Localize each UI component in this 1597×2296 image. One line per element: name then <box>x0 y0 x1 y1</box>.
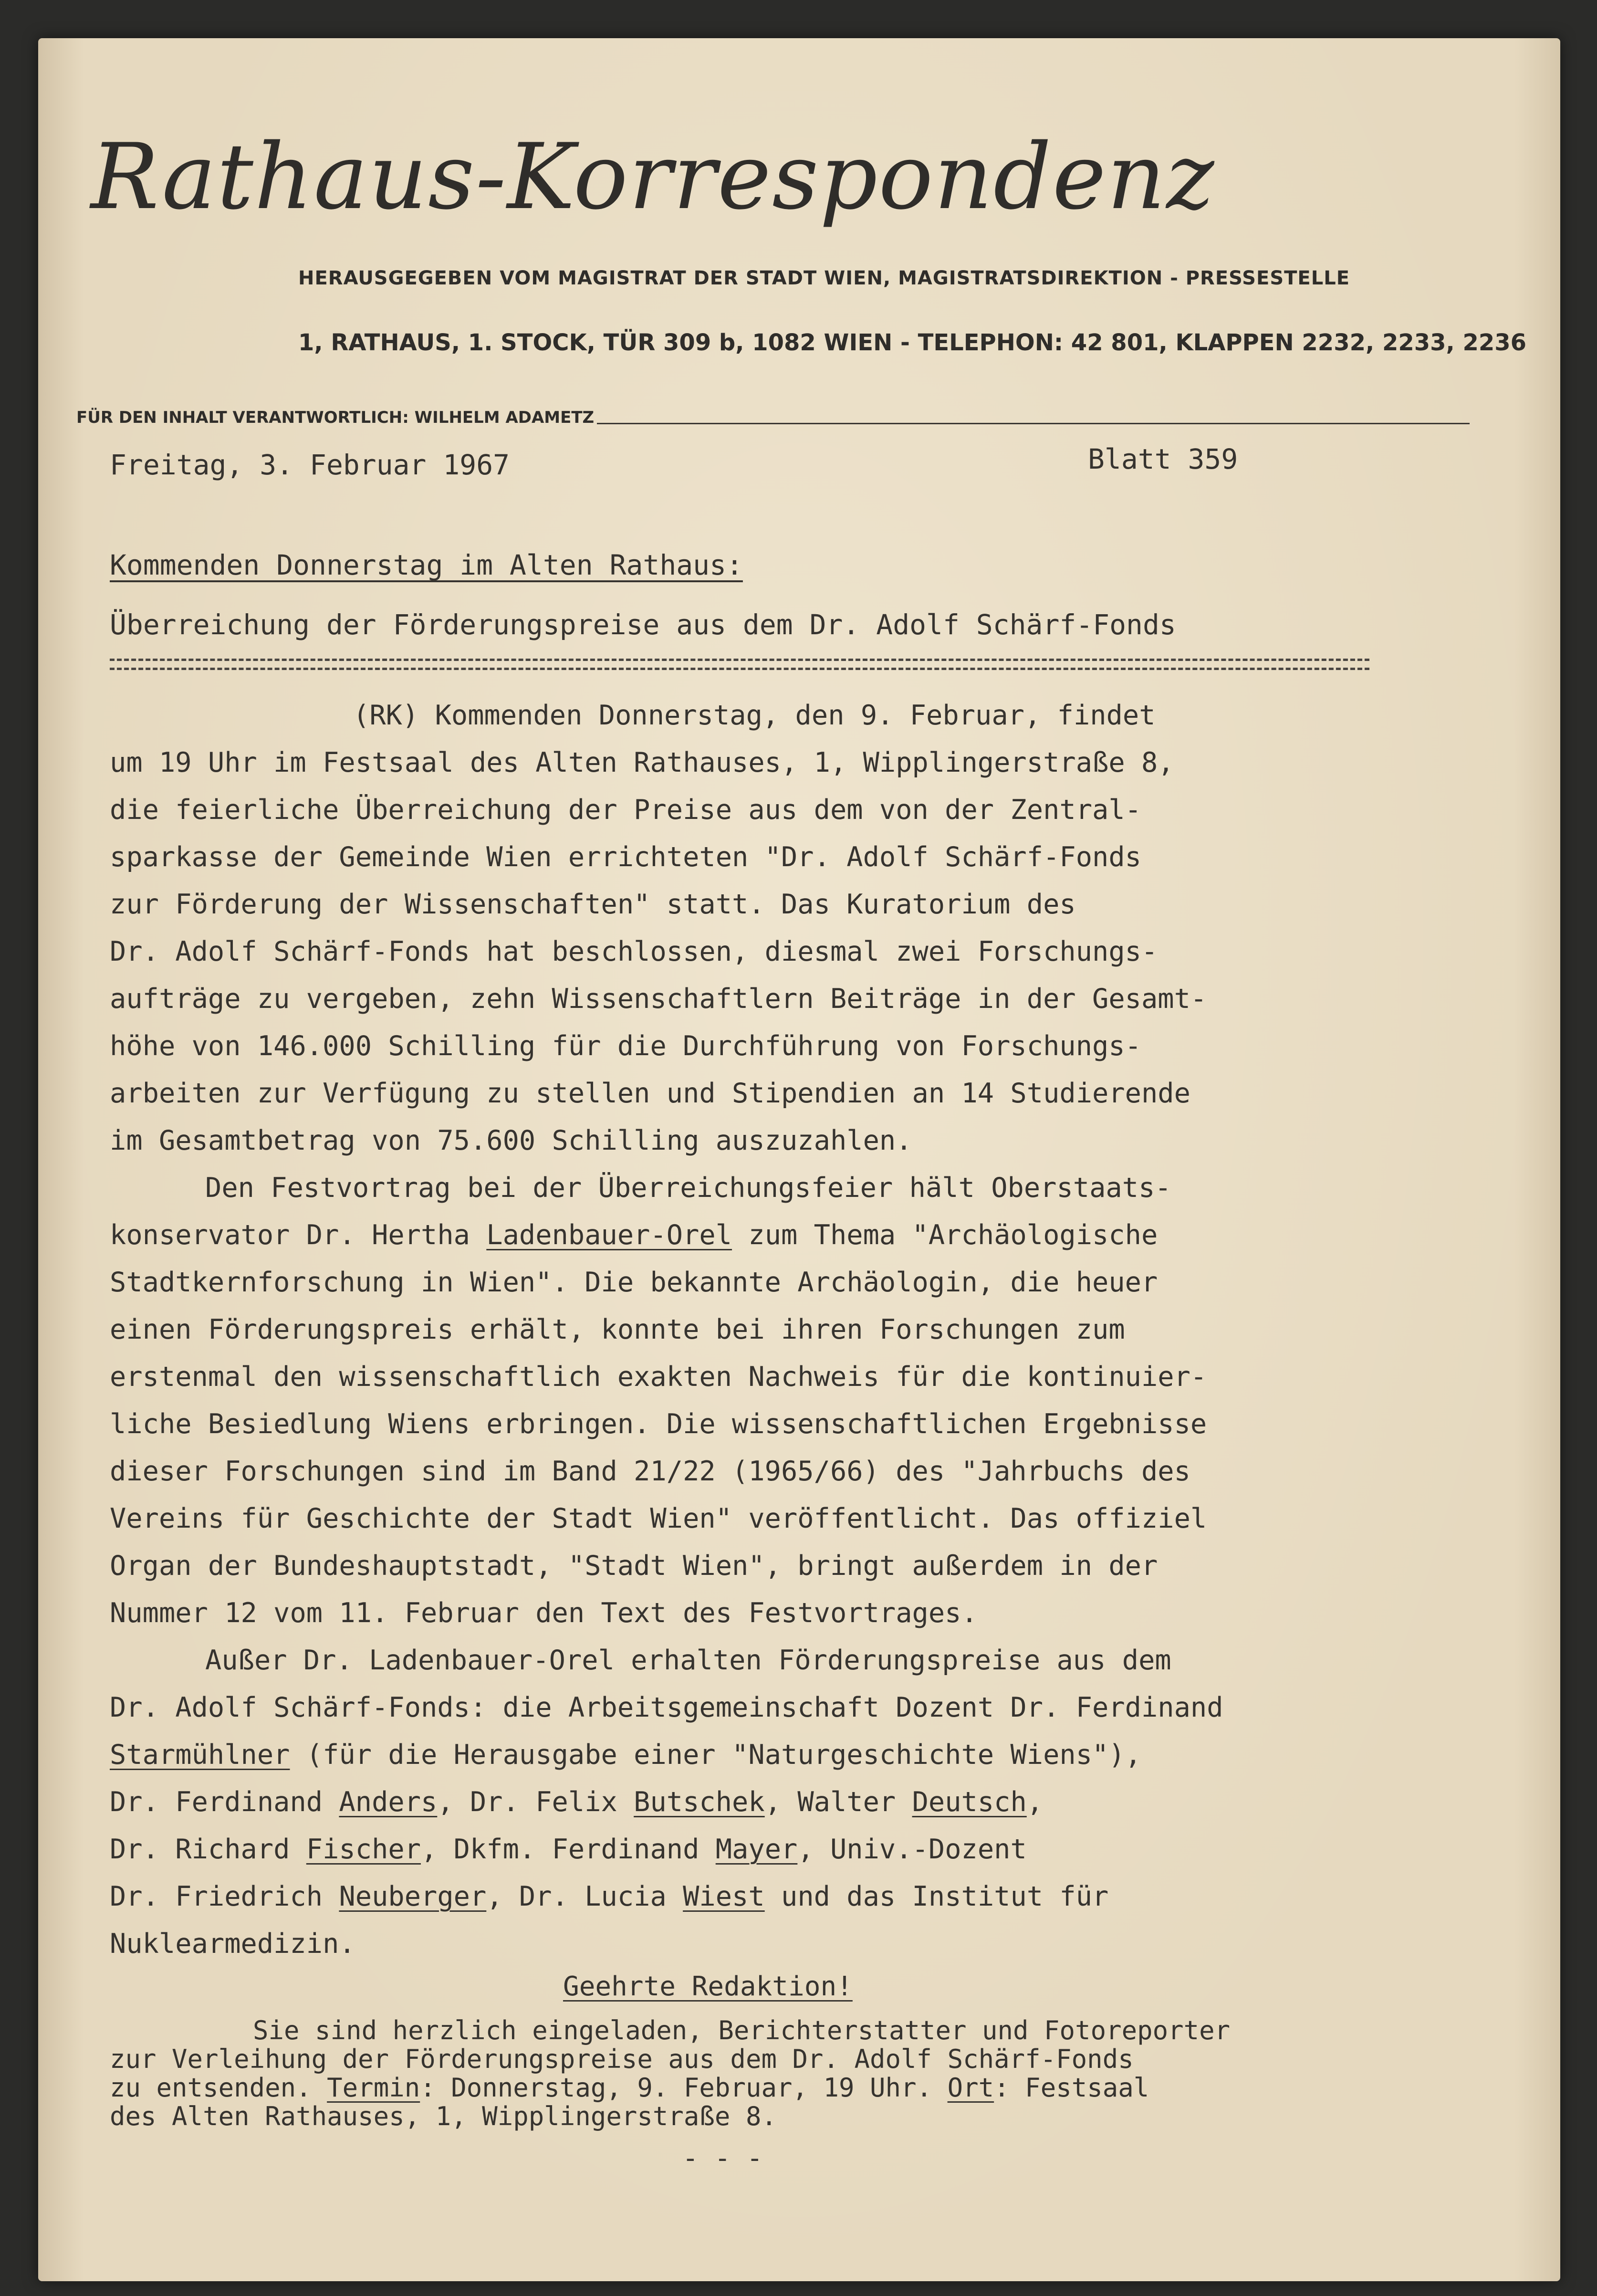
text-run: , Walter <box>764 1786 912 1818</box>
body-line <box>110 1826 1503 1873</box>
body-line <box>110 1731 1503 1779</box>
end-mark: - - - <box>682 2143 763 2174</box>
text-run: Dr. Friedrich <box>110 1881 339 1912</box>
note-line <box>110 2074 1503 2102</box>
body-line: erstenmal den wissenschaftlich exakten Nachweis für die kontinuier- <box>110 1361 1207 1393</box>
text-run: , Dkfm. Ferdinand <box>421 1834 716 1865</box>
body-line: aufträge zu vergeben, zehn Wissenschaftlern Beiträge in der Gesamt- <box>110 983 1207 1015</box>
underlined-term: Termin <box>327 2073 420 2103</box>
text-run: und das Institut für <box>764 1881 1109 1912</box>
body-line: Nummer 12 vom 11. Februar den Text des Festvortrages. <box>110 1597 978 1629</box>
underlined-term: Ort <box>947 2073 994 2103</box>
body-line: Organ der Bundeshauptstadt, "Stadt Wien", bringt außerdem in der <box>110 1550 1158 1582</box>
body-line: Außer Dr. Ladenbauer-Orel erhalten Förderungspreise aus dem <box>205 1645 1171 1676</box>
body-line: sparkasse der Gemeinde Wien errichteten "Dr. Adolf Schärf-Fonds <box>110 841 1141 873</box>
body-line: Dr. Adolf Schärf-Fonds hat beschlossen, diesmal zwei Forschungs- <box>110 936 1158 967</box>
text-run: , Dr. Felix <box>437 1786 634 1818</box>
underlined-name: Mayer <box>715 1834 798 1865</box>
body-line: Dr. Adolf Schärf-Fonds: die Arbeitsgemeinschaft Dozent Dr. Ferdinand <box>110 1692 1223 1723</box>
underlined-name: Butschek <box>634 1786 765 1818</box>
body-line: höhe von 146.000 Schilling für die Durchführung von Forschungs- <box>110 1030 1141 1062</box>
note-line: Sie sind herzlich eingeladen, Berichterstatter und Fotoreporter <box>253 2015 1231 2045</box>
underlined-name: Wiest <box>683 1881 765 1912</box>
editorial-note-heading: Geehrte Redaktion! <box>563 1971 853 2002</box>
body-line: Stadtkernforschung in Wien". Die bekannte Archäologin, die heuer <box>110 1267 1158 1298</box>
text-run: Dr. Ferdinand <box>110 1786 339 1818</box>
note-line: des Alten Rathauses, 1, Wipplingerstraße 8. <box>110 2101 777 2131</box>
double-underline-rule <box>110 659 1369 670</box>
body-line <box>110 1212 1503 1259</box>
body-line: Den Festvortrag bei der Überreichungsfeier hält Oberstaats- <box>205 1172 1171 1204</box>
text-run: , Dr. Lucia <box>486 1881 683 1912</box>
body-line: die feierliche Überreichung der Preise aus dem von der Zentral- <box>110 794 1141 826</box>
body-line: (RK) Kommenden Donnerstag, den 9. Februar, findet <box>353 700 1156 731</box>
text-run: zu entsenden. <box>110 2073 327 2103</box>
masthead-title: Rathaus-Korrespondenz <box>91 124 1215 230</box>
text-run: Dr. Richard <box>110 1834 306 1865</box>
issue-date: Freitag, 3. Februar 1967 <box>110 449 510 481</box>
text-run: konservator Dr. Hertha <box>110 1219 487 1251</box>
text-run: : Festsaal <box>994 2073 1149 2103</box>
text-run: , <box>1026 1786 1044 1818</box>
sheet-number: Blatt 359 <box>1088 443 1238 475</box>
editorial-note <box>110 2016 1503 2131</box>
address-line: 1, RATHAUS, 1. STOCK, TÜR 309 b, 1082 WIEN - TELEPHON: 42 801, KLAPPEN 2232, 2233, 2236 <box>298 329 1527 356</box>
divider-rule <box>597 423 1470 424</box>
responsible-label: FÜR DEN INHALT VERANTWORTLICH: WILHELM ADAMETZ <box>76 408 595 427</box>
underlined-name: Anders <box>339 1786 438 1818</box>
text-run: , Univ.-Dozent <box>797 1834 1027 1865</box>
body-line: arbeiten zur Verfügung zu stellen und Stipendien an 14 Studierende <box>110 1078 1190 1109</box>
article-body <box>110 692 1503 1968</box>
responsible-row <box>76 408 1470 427</box>
text-run: (für die Herausgabe einer "Naturgeschichte Wiens"), <box>290 1739 1141 1771</box>
body-line: Vereins für Geschichte der Stadt Wien" veröffentlicht. Das offiziel <box>110 1503 1207 1534</box>
underlined-name: Fischer <box>306 1834 421 1865</box>
underlined-name: Ladenbauer-Orel <box>486 1219 732 1251</box>
underlined-name: Deutsch <box>912 1786 1027 1818</box>
text-run: : Donnerstag, 9. Februar, 19 Uhr. <box>420 2073 948 2103</box>
body-line: zur Förderung der Wissenschaften" statt. Das Kuratorium des <box>110 889 1076 920</box>
body-line: um 19 Uhr im Festsaal des Alten Rathauses, 1, Wipplingerstraße 8, <box>110 747 1174 778</box>
article-subheadline: Überreichung der Förderungspreise aus dem Dr. Adolf Schärf-Fonds <box>110 608 1176 641</box>
underlined-name: Starmühlner <box>110 1739 290 1771</box>
body-line: dieser Forschungen sind im Band 21/22 (1965/66) des "Jahrbuchs des <box>110 1456 1190 1487</box>
body-line: Nuklearmedizin. <box>110 1928 355 1960</box>
underlined-name: Neuberger <box>339 1881 487 1912</box>
text-run: zum Thema "Archäologische <box>732 1219 1158 1251</box>
publisher-line: HERAUSGEGEBEN VOM MAGISTRAT DER STADT WIEN, MAGISTRATSDIREKTION - PRESSESTELLE <box>298 267 1350 289</box>
note-line: zur Verleihung der Förderungspreise aus dem Dr. Adolf Schärf-Fonds <box>110 2044 1134 2074</box>
body-line: liche Besiedlung Wiens erbringen. Die wissenschaftlichen Ergebnisse <box>110 1408 1207 1440</box>
article-headline: Kommenden Donnerstag im Alten Rathaus: <box>110 549 743 581</box>
body-line: im Gesamtbetrag von 75.600 Schilling auszuzahlen. <box>110 1125 912 1156</box>
press-release-page <box>38 38 1560 2281</box>
body-line <box>110 1873 1503 1920</box>
body-line: einen Förderungspreis erhält, konnte bei ihren Forschungen zum <box>110 1314 1125 1345</box>
body-line <box>110 1779 1503 1826</box>
